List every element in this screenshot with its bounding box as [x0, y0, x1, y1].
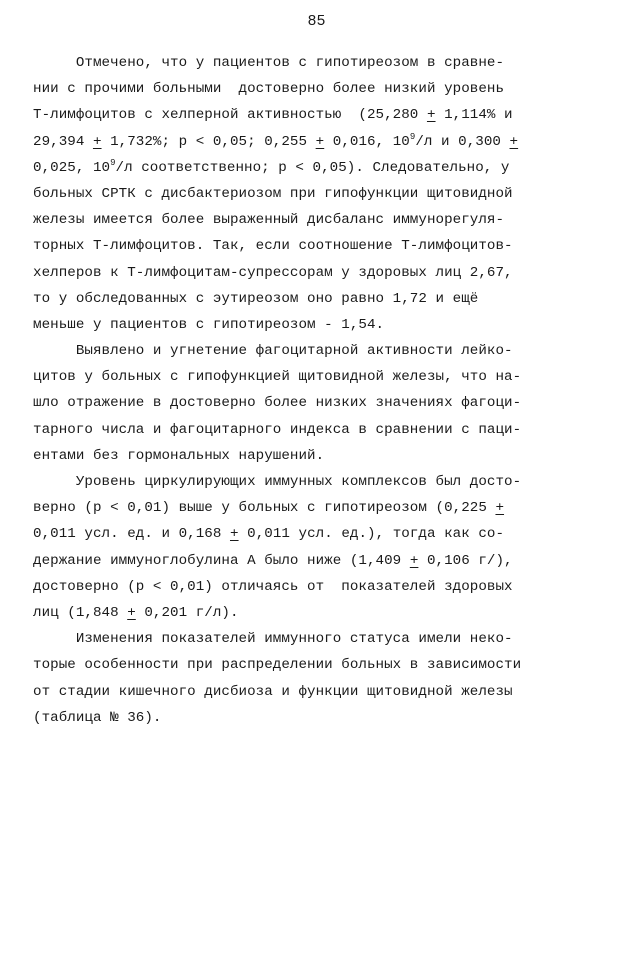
text-line: достоверно (р < 0,01) отличаясь от показателей здоровых [33, 578, 513, 595]
text-line: верно (р < 0,01) выше у больных с гипотиреозом (0,225 + [33, 500, 505, 517]
text-line: то у обследованных с эутиреозом оно равно 1,72 и ещё [33, 290, 479, 307]
exponent: 9 [409, 131, 416, 142]
plus-minus-sign: + [409, 552, 419, 569]
text-line: торые особенности при распределении больных в зависимости [33, 657, 522, 674]
plus-minus-sign: + [229, 526, 239, 543]
text-line: 0,025, $10^9/л$ соответственно; р < 0,05). Следовательно, у [33, 157, 510, 176]
text-line: 0,011 усл. ед. и 0,168 + 0,011 усл. ед.), тогда как со- [33, 526, 505, 543]
text-line: ентами без гормональных нарушений. [33, 447, 325, 464]
text-line: Изменения показателей иммунного статуса имели неко- [33, 631, 513, 648]
page-number: 85 [307, 13, 326, 30]
text-line: шло отражение в достоверно более низких значениях фагоци- [33, 395, 522, 412]
plus-minus-sign: + [127, 604, 136, 621]
exponent: 9 [110, 157, 116, 168]
text-line: 29,394 + 1,732%; р < 0,05; 0,255 + 0,016, $10^9/л$ и 0,300 + [33, 131, 519, 150]
text-line: нии с прочими больными достоверно более низкий уровень [33, 81, 505, 98]
text-line: цитов у больных с гипофункцией щитовидной железы, что на- [33, 369, 522, 386]
text-line: торных Т-лимфоцитов. Так, если соотношение Т-лимфоцитов- [33, 238, 513, 255]
plus-minus-sign: + [92, 133, 102, 150]
text-line: Уровень циркулирующих иммунных комплексов был досто- [33, 474, 522, 490]
text-line: меньше у пациентов с гипотиреозом - 1,54. [33, 316, 385, 333]
text-line: (таблица № 36). [33, 709, 162, 726]
plus-minus-sign: + [495, 500, 505, 517]
text-line: Т-лимфоцитов с хелперной активностью (25,280 + 1,114% и [33, 107, 513, 124]
text-line: железы имеется более выраженный дисбаланс иммунорегуля- [33, 212, 505, 229]
body-text [33, 50, 603, 731]
plus-minus-sign: + [315, 133, 325, 150]
text-line: Отмечено, что у пациентов с гипотиреозом в сравне- [33, 55, 505, 71]
text-line: тарного числа и фагоцитарного индекса в сравнении с паци- [33, 421, 522, 438]
text-line: лиц (1,848 + 0,201 г/л). [33, 604, 239, 621]
text-line: держание иммуноглобулина А было ниже (1,409 + 0,106 г/), [33, 552, 513, 569]
text-line: больных СРТК с дисбактериозом при гипофункции щитовидной [33, 185, 513, 202]
plus-minus-sign: + [509, 133, 519, 150]
text-line: Выявлено и угнетение фагоцитарной активности лейко- [33, 343, 513, 360]
plus-minus-sign: + [426, 107, 436, 124]
text-line: хелперов к Т-лимфоцитам-супрессорам у здоровых лиц 2,67, [33, 264, 513, 281]
text-line: от стадии кишечного дисбиоза и функции щитовидной железы [33, 683, 513, 700]
